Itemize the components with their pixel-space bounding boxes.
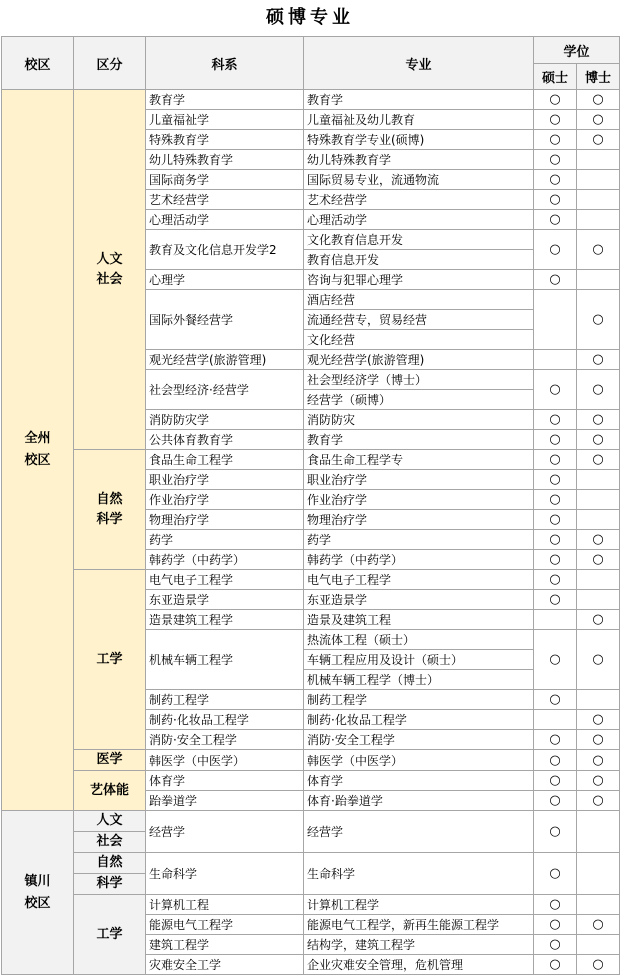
header-department: 科系 bbox=[146, 37, 304, 90]
major-cell: 儿童福祉及幼儿教育 bbox=[304, 110, 534, 130]
category-natural-science: 自然 科学 bbox=[74, 450, 146, 570]
master-mark: ○ bbox=[534, 430, 577, 450]
master-mark: ○ bbox=[534, 550, 577, 570]
major-cell: 幼儿特殊教育学 bbox=[304, 150, 534, 170]
header-major: 专业 bbox=[304, 37, 534, 90]
table-row bbox=[2, 895, 620, 915]
major-cell: 药学 bbox=[304, 530, 534, 550]
department-cell: 灾难安全工学 bbox=[146, 955, 304, 975]
major-cell: 机械车辆工程学（博士） bbox=[304, 670, 534, 690]
department-cell: 儿童福祉学 bbox=[146, 110, 304, 130]
department-cell: 跆拳道学 bbox=[146, 791, 304, 811]
doctor-mark: ○ bbox=[577, 730, 620, 750]
doctor-mark: ○ bbox=[577, 370, 620, 410]
major-cell: 消防防灾 bbox=[304, 410, 534, 430]
major-cell: 制药·化妆品工程学 bbox=[304, 710, 534, 730]
master-mark: ○ bbox=[534, 895, 577, 915]
master-mark: ○ bbox=[534, 230, 577, 270]
doctor-mark bbox=[577, 270, 620, 290]
major-cell: 文化教育信息开发 bbox=[304, 230, 534, 250]
category-arts-sports: 艺体能 bbox=[74, 771, 146, 811]
master-mark bbox=[534, 610, 577, 630]
table-row bbox=[2, 811, 620, 832]
major-cell: 文化经营 bbox=[304, 330, 534, 350]
department-cell: 特殊教育学 bbox=[146, 130, 304, 150]
department-cell: 体育学 bbox=[146, 771, 304, 791]
department-cell: 食品生命工程学 bbox=[146, 450, 304, 470]
table-row bbox=[2, 853, 620, 874]
master-mark: ○ bbox=[534, 190, 577, 210]
doctor-mark bbox=[577, 853, 620, 895]
master-mark: ○ bbox=[534, 590, 577, 610]
campus-jincheon: 镇川 校区 bbox=[2, 811, 74, 975]
major-cell: 体育学 bbox=[304, 771, 534, 791]
major-cell: 热流体工程（硕士） bbox=[304, 630, 534, 650]
department-cell: 教育学 bbox=[146, 90, 304, 110]
major-cell: 韩药学（中药学） bbox=[304, 550, 534, 570]
master-mark: ○ bbox=[534, 915, 577, 935]
category-engineering: 工学 bbox=[74, 570, 146, 750]
doctor-mark bbox=[577, 150, 620, 170]
doctor-mark: ○ bbox=[577, 90, 620, 110]
doctor-mark: ○ bbox=[577, 550, 620, 570]
department-cell: 韩医学（中医学） bbox=[146, 750, 304, 771]
doctor-mark bbox=[577, 590, 620, 610]
doctor-mark: ○ bbox=[577, 530, 620, 550]
campus-jeonju: 全州 校区 bbox=[2, 90, 74, 811]
major-cell: 教育学 bbox=[304, 430, 534, 450]
master-mark bbox=[534, 710, 577, 730]
category-humanities-1: 人文 bbox=[74, 811, 146, 832]
doctor-mark bbox=[577, 895, 620, 915]
doctor-mark bbox=[577, 935, 620, 955]
doctor-mark: ○ bbox=[577, 350, 620, 370]
category-natural-2: 科学 bbox=[74, 874, 146, 895]
master-mark: ○ bbox=[534, 630, 577, 690]
table-row bbox=[2, 771, 620, 791]
major-cell: 物理治疗学 bbox=[304, 510, 534, 530]
doctor-mark: ○ bbox=[577, 630, 620, 690]
department-cell: 制药工程学 bbox=[146, 690, 304, 710]
major-cell: 计算机工程学 bbox=[304, 895, 534, 915]
doctor-mark: ○ bbox=[577, 230, 620, 270]
table-row bbox=[2, 750, 620, 771]
master-mark: ○ bbox=[534, 370, 577, 410]
major-cell: 特殊教育学专业(硕博) bbox=[304, 130, 534, 150]
major-cell: 艺术经营学 bbox=[304, 190, 534, 210]
page-title: 硕博专业 bbox=[266, 7, 354, 28]
doctor-mark bbox=[577, 570, 620, 590]
category-humanities: 人文 社会 bbox=[74, 90, 146, 450]
doctor-mark: ○ bbox=[577, 110, 620, 130]
master-mark: ○ bbox=[534, 730, 577, 750]
major-cell: 体育·跆拳道学 bbox=[304, 791, 534, 811]
doctor-mark bbox=[577, 490, 620, 510]
major-cell: 心理活动学 bbox=[304, 210, 534, 230]
department-cell: 心理学 bbox=[146, 270, 304, 290]
doctor-mark: ○ bbox=[577, 290, 620, 350]
master-mark: ○ bbox=[534, 130, 577, 150]
department-cell: 计算机工程 bbox=[146, 895, 304, 915]
master-mark: ○ bbox=[534, 490, 577, 510]
category-natural-1: 自然 bbox=[74, 853, 146, 874]
doctor-mark bbox=[577, 811, 620, 853]
doctor-mark: ○ bbox=[577, 791, 620, 811]
department-cell: 艺术经营学 bbox=[146, 190, 304, 210]
major-cell: 观光经营学(旅游管理) bbox=[304, 350, 534, 370]
department-cell: 消防防灾学 bbox=[146, 410, 304, 430]
master-mark bbox=[534, 350, 577, 370]
department-cell: 教育及文化信息开发学2 bbox=[146, 230, 304, 270]
master-mark: ○ bbox=[534, 410, 577, 430]
master-mark: ○ bbox=[534, 470, 577, 490]
master-mark: ○ bbox=[534, 791, 577, 811]
major-cell: 企业灾难安全管理，危机管理 bbox=[304, 955, 534, 975]
department-cell: 心理活动学 bbox=[146, 210, 304, 230]
department-cell: 药学 bbox=[146, 530, 304, 550]
doctor-mark: ○ bbox=[577, 750, 620, 771]
master-mark: ○ bbox=[534, 955, 577, 975]
category-medicine: 医学 bbox=[74, 750, 146, 771]
doctor-mark: ○ bbox=[577, 130, 620, 150]
major-cell: 职业治疗学 bbox=[304, 470, 534, 490]
department-cell: 消防·安全工程学 bbox=[146, 730, 304, 750]
header-master: 硕士 bbox=[534, 64, 577, 90]
doctor-mark bbox=[577, 470, 620, 490]
master-mark: ○ bbox=[534, 110, 577, 130]
department-cell: 制药·化妆品工程学 bbox=[146, 710, 304, 730]
doctor-mark bbox=[577, 170, 620, 190]
master-mark: ○ bbox=[534, 811, 577, 853]
doctor-mark bbox=[577, 510, 620, 530]
header-degree: 学位 bbox=[534, 37, 620, 64]
department-cell: 机械车辆工程学 bbox=[146, 630, 304, 690]
major-cell: 作业治疗学 bbox=[304, 490, 534, 510]
department-cell: 作业治疗学 bbox=[146, 490, 304, 510]
master-mark bbox=[534, 290, 577, 350]
department-cell: 职业治疗学 bbox=[146, 470, 304, 490]
major-cell: 消防·安全工程学 bbox=[304, 730, 534, 750]
doctor-mark: ○ bbox=[577, 610, 620, 630]
doctor-mark bbox=[577, 190, 620, 210]
table-row bbox=[2, 570, 620, 590]
doctor-mark bbox=[577, 210, 620, 230]
department-cell: 电气电子工程学 bbox=[146, 570, 304, 590]
major-cell: 咨询与犯罪心理学 bbox=[304, 270, 534, 290]
master-mark: ○ bbox=[534, 510, 577, 530]
major-cell: 国际贸易专业，流通物流 bbox=[304, 170, 534, 190]
master-mark: ○ bbox=[534, 935, 577, 955]
major-cell: 造景及建筑工程 bbox=[304, 610, 534, 630]
major-cell: 教育学 bbox=[304, 90, 534, 110]
master-mark: ○ bbox=[534, 150, 577, 170]
master-mark: ○ bbox=[534, 750, 577, 771]
major-cell: 流通经营专，贸易经营 bbox=[304, 310, 534, 330]
department-cell: 国际外餐经营学 bbox=[146, 290, 304, 350]
master-mark: ○ bbox=[534, 170, 577, 190]
master-mark: ○ bbox=[534, 570, 577, 590]
major-cell: 电气电子工程学 bbox=[304, 570, 534, 590]
department-cell: 国际商务学 bbox=[146, 170, 304, 190]
department-cell: 物理治疗学 bbox=[146, 510, 304, 530]
major-cell: 酒店经营 bbox=[304, 290, 534, 310]
majors-table bbox=[1, 36, 620, 975]
doctor-mark: ○ bbox=[577, 915, 620, 935]
doctor-mark: ○ bbox=[577, 410, 620, 430]
master-mark: ○ bbox=[534, 210, 577, 230]
department-cell: 建筑工程学 bbox=[146, 935, 304, 955]
master-mark: ○ bbox=[534, 530, 577, 550]
master-mark: ○ bbox=[534, 270, 577, 290]
master-mark: ○ bbox=[534, 450, 577, 470]
department-cell: 幼儿特殊教育学 bbox=[146, 150, 304, 170]
master-mark: ○ bbox=[534, 690, 577, 710]
doctor-mark: ○ bbox=[577, 955, 620, 975]
doctor-mark: ○ bbox=[577, 450, 620, 470]
major-cell: 制药工程学 bbox=[304, 690, 534, 710]
master-mark: ○ bbox=[534, 771, 577, 791]
header-category: 区分 bbox=[74, 37, 146, 90]
doctor-mark: ○ bbox=[577, 710, 620, 730]
major-cell: 生命科学 bbox=[304, 853, 534, 895]
header-campus: 校区 bbox=[2, 37, 74, 90]
major-cell: 结构学，建筑工程学 bbox=[304, 935, 534, 955]
department-cell: 经营学 bbox=[146, 811, 304, 853]
header-doctor: 博士 bbox=[577, 64, 620, 90]
department-cell: 观光经营学(旅游管理) bbox=[146, 350, 304, 370]
department-cell: 公共体育教育学 bbox=[146, 430, 304, 450]
major-cell: 经营学 bbox=[304, 811, 534, 853]
department-cell: 造景建筑工程学 bbox=[146, 610, 304, 630]
major-cell: 韩医学（中医学） bbox=[304, 750, 534, 771]
major-cell: 经营学（硕博） bbox=[304, 390, 534, 410]
major-cell: 东亚造景学 bbox=[304, 590, 534, 610]
department-cell: 生命科学 bbox=[146, 853, 304, 895]
department-cell: 能源电气工程学 bbox=[146, 915, 304, 935]
major-cell: 教育信息开发 bbox=[304, 250, 534, 270]
doctor-mark: ○ bbox=[577, 430, 620, 450]
table-row bbox=[2, 450, 620, 470]
category-humanities-2: 社会 bbox=[74, 832, 146, 853]
major-cell: 社会型经济学（博士） bbox=[304, 370, 534, 390]
master-mark: ○ bbox=[534, 90, 577, 110]
department-cell: 东亚造景学 bbox=[146, 590, 304, 610]
major-cell: 车辆工程应用及设计（硕士） bbox=[304, 650, 534, 670]
category-engineering-jincheon: 工学 bbox=[74, 895, 146, 975]
doctor-mark: ○ bbox=[577, 771, 620, 791]
department-cell: 韩药学（中药学） bbox=[146, 550, 304, 570]
major-cell: 食品生命工程学专 bbox=[304, 450, 534, 470]
department-cell: 社会型经济·经营学 bbox=[146, 370, 304, 410]
major-cell: 能源电气工程学，新再生能源工程学 bbox=[304, 915, 534, 935]
master-mark: ○ bbox=[534, 853, 577, 895]
table-row bbox=[2, 90, 620, 110]
doctor-mark bbox=[577, 690, 620, 710]
